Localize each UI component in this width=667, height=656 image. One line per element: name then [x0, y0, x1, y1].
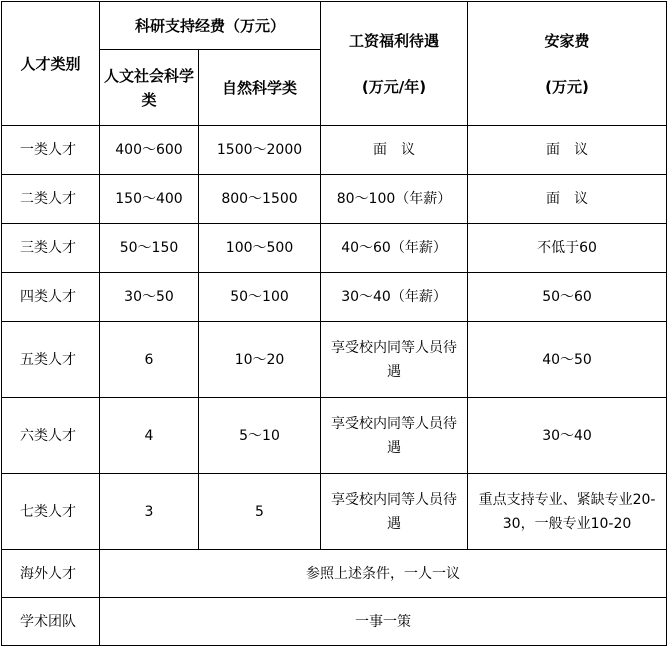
row-salary: 30～40（年薪） — [321, 273, 468, 322]
row-humanities: 4 — [100, 398, 199, 474]
header-settlement-label: 安家费 — [544, 31, 590, 50]
row-salary: 40～60（年薪） — [321, 224, 468, 273]
row-salary: 享受校内同等人员待遇 — [321, 398, 468, 474]
table-row — [2, 126, 667, 175]
row-category: 四类人才 — [2, 273, 100, 322]
header-settlement-unit: (万元) — [545, 77, 589, 96]
row-settlement: 40～50 — [468, 322, 667, 398]
table-row — [2, 175, 667, 224]
header-natural-science: 自然科学类 — [199, 50, 321, 126]
table-row — [2, 224, 667, 273]
row-merged-value: 一事一策 — [100, 598, 667, 646]
table-row — [2, 474, 667, 550]
row-settlement: 不低于60 — [468, 224, 667, 273]
row-humanities: 6 — [100, 322, 199, 398]
row-natural: 5～10 — [199, 398, 321, 474]
header-category: 人才类别 — [2, 2, 100, 126]
row-salary: 享受校内同等人员待遇 — [321, 322, 468, 398]
row-natural: 800～1500 — [199, 175, 321, 224]
row-category: 五类人才 — [2, 322, 100, 398]
table-row — [2, 322, 667, 398]
row-settlement: 面 议 — [468, 175, 667, 224]
row-natural: 50～100 — [199, 273, 321, 322]
row-natural: 10～20 — [199, 322, 321, 398]
header-salary — [321, 2, 468, 126]
row-humanities: 3 — [100, 474, 199, 550]
row-natural: 5 — [199, 474, 321, 550]
row-humanities: 30～50 — [100, 273, 199, 322]
row-natural: 1500～2000 — [199, 126, 321, 175]
row-category: 六类人才 — [2, 398, 100, 474]
talent-table — [1, 1, 667, 646]
header-salary-label: 工资福利待遇 — [349, 31, 440, 50]
row-salary: 80～100（年薪） — [321, 175, 468, 224]
row-salary: 面 议 — [321, 126, 468, 175]
table-row — [2, 550, 667, 598]
table-row — [2, 398, 667, 474]
row-salary: 享受校内同等人员待遇 — [321, 474, 468, 550]
row-category: 学术团队 — [2, 598, 100, 646]
row-humanities: 150～400 — [100, 175, 199, 224]
row-humanities: 50～150 — [100, 224, 199, 273]
row-category: 一类人才 — [2, 126, 100, 175]
row-settlement: 面 议 — [468, 126, 667, 175]
header-settlement — [468, 2, 667, 126]
header-salary-unit: (万元/年) — [361, 77, 427, 96]
row-category: 七类人才 — [2, 474, 100, 550]
row-category: 海外人才 — [2, 550, 100, 598]
row-natural: 100～500 — [199, 224, 321, 273]
row-category: 二类人才 — [2, 175, 100, 224]
row-merged-value: 参照上述条件，一人一议 — [100, 550, 667, 598]
row-settlement: 30～40 — [468, 398, 667, 474]
row-category: 三类人才 — [2, 224, 100, 273]
row-settlement: 50～60 — [468, 273, 667, 322]
row-humanities: 400～600 — [100, 126, 199, 175]
table-row — [2, 598, 667, 646]
table-row — [2, 273, 667, 322]
header-research-funding: 科研支持经费（万元） — [100, 2, 321, 50]
row-settlement: 重点支持专业、紧缺专业20-30，一般专业10-20 — [468, 474, 667, 550]
header-humanities: 人文社会科学类 — [100, 50, 199, 126]
